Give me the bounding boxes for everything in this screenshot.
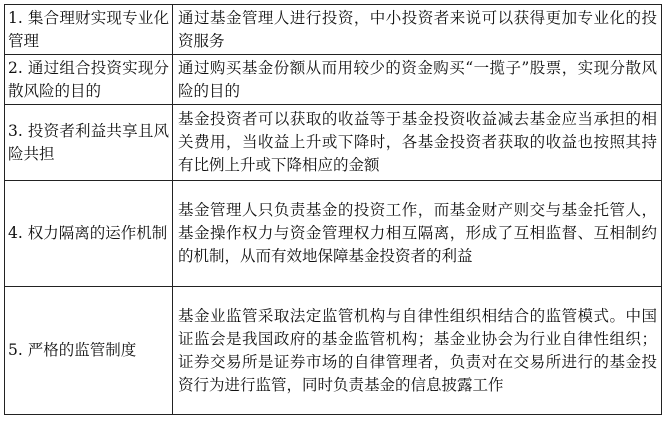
feature-cell: 3. 投资者利益共享且风险共担 <box>5 105 173 181</box>
feature-cell: 2. 通过组合投资实现分散风险的目的 <box>5 55 173 105</box>
description-cell: 基金投资者可以获取的收益等于基金投资收益减去基金应当承担的相关费用，当收益上升或下降时，各基金投资者获取的收益也按照其持有比例上升或下降相应的金额 <box>173 105 662 181</box>
table-body <box>5 5 662 415</box>
table-row <box>5 105 662 181</box>
table-row <box>5 287 662 415</box>
description-cell: 基金管理人只负责基金的投资工作，而基金财产则交与基金托管人，基金操作权力与资金管理权力相互隔离，形成了互相监督、互相制约的机制，从而有效地保障基金投资者的利益 <box>173 181 662 287</box>
description-cell: 通过购买基金份额从而用较少的资金购买“一揽子”股票，实现分散风险的目的 <box>173 55 662 105</box>
feature-cell: 1. 集合理财实现专业化管理 <box>5 5 173 55</box>
table-row <box>5 55 662 105</box>
feature-cell: 4. 权力隔离的运作机制 <box>5 181 173 287</box>
feature-cell: 5. 严格的监管制度 <box>5 287 173 415</box>
description-cell: 基金业监管采取法定监管机构与自律性组织相结合的监管模式。中国证监会是我国政府的基金监管机构；基金业协会为行业自律性组织；证券交易所是证券市场的自律管理者，负责对在交易所进行的基金投资行为进行监管，同时负责基金的信息披露工作 <box>173 287 662 415</box>
table-row <box>5 5 662 55</box>
fund-features-table <box>4 4 662 415</box>
table-row <box>5 181 662 287</box>
description-cell: 通过基金管理人进行投资，中小投资者来说可以获得更加专业化的投资服务 <box>173 5 662 55</box>
